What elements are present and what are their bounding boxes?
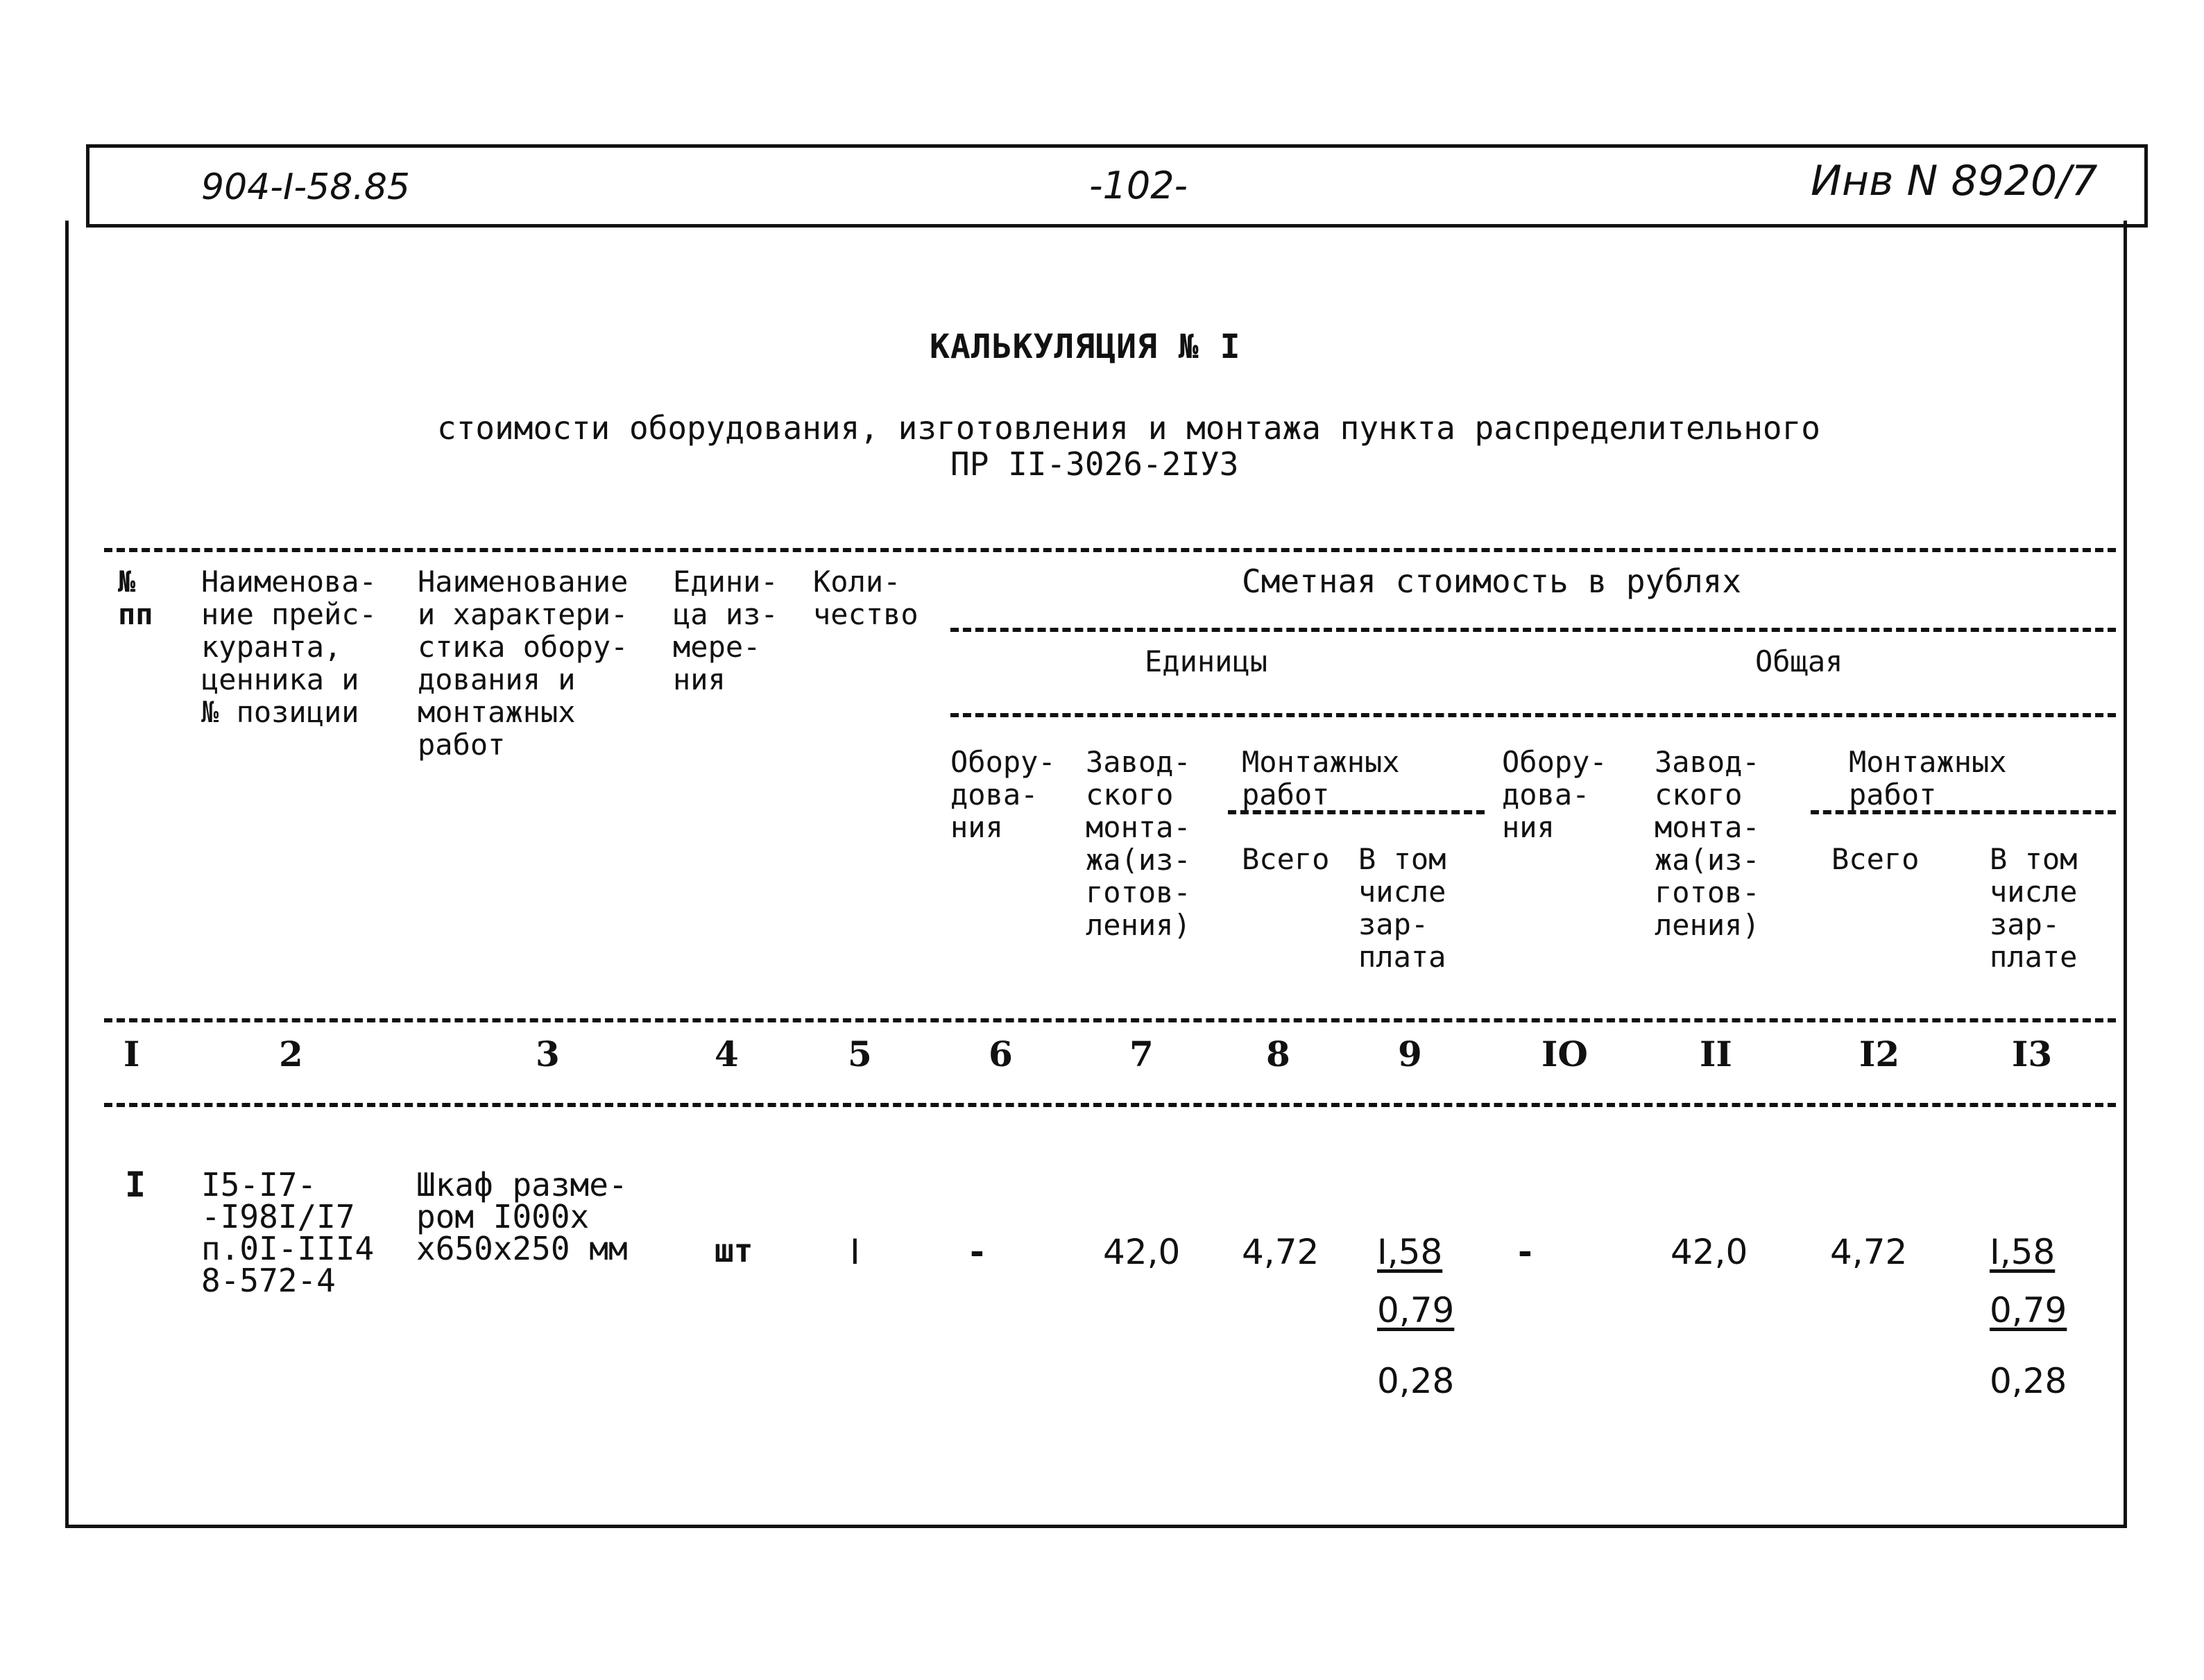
- row-description: Шкаф разме- ром I000х х650х250 мм: [416, 1166, 628, 1267]
- col-number: IO: [1541, 1034, 1588, 1074]
- col-number: 7: [1129, 1034, 1154, 1074]
- col-header-unit-install: Монтажных работ: [1242, 745, 1400, 812]
- col-number: II: [1700, 1034, 1732, 1074]
- subgroup-rule: [950, 713, 2116, 717]
- col-header-unit-equipment: Обору- дова- ния: [950, 745, 1056, 844]
- col-number: 6: [989, 1034, 1013, 1074]
- row-total-wage: 0,79: [1990, 1290, 2067, 1330]
- col-number: 8: [1266, 1034, 1290, 1074]
- col-header-description: Наименование и характери- стика обору- дования и монтажных работ: [418, 565, 629, 762]
- col-number: 4: [715, 1034, 739, 1074]
- col-header-estimate-group: Сметная стоимость в рублях: [1242, 563, 1742, 600]
- document-code: 904-I-58.85: [201, 166, 410, 208]
- col-header-total-equipment: Обору- дова- ния: [1502, 745, 1607, 844]
- col-header-total-factory: Завод- ского монта- жа(из- готов- ления): [1655, 745, 1760, 942]
- table-top-rule: [104, 548, 2116, 552]
- calculation-title: КАЛЬКУЛЯЦИЯ № I: [930, 327, 1241, 366]
- row-total-wage: 0,28: [1990, 1361, 2067, 1401]
- row-total-equipment: -: [1518, 1232, 1532, 1272]
- row-num: I: [125, 1165, 146, 1205]
- col-header-unit: Едини- ца из- мере- ния: [673, 565, 778, 696]
- row-qty: I: [850, 1232, 860, 1272]
- col-number: I2: [1859, 1034, 1900, 1074]
- col-header-unit-wage: В том числе зар- плата: [1358, 842, 1446, 974]
- row-unit-wage: 0,28: [1377, 1361, 1455, 1401]
- row-total-factory: 42,0: [1671, 1232, 1748, 1272]
- calculation-subtitle-code: ПР II-3026-2IУ3: [950, 445, 1239, 483]
- col-header-unit-factory: Завод- ского монта- жа(из- готов- ления): [1086, 745, 1191, 942]
- col-number: 5: [848, 1034, 872, 1074]
- header-bottom-rule: [104, 1018, 2116, 1022]
- calculation-subtitle: стоимости оборудования, изготовления и монтажа пункта распределительного: [437, 409, 1820, 447]
- col-number: 9: [1398, 1034, 1422, 1074]
- col-number: 3: [536, 1034, 560, 1074]
- numbers-bottom-rule: [104, 1103, 2116, 1107]
- col-header-qty: Коли- чество: [813, 565, 919, 631]
- col-header-total-install: Монтажных работ: [1849, 745, 2007, 812]
- row-unit-wage: 0,79: [1377, 1290, 1455, 1330]
- inventory-number: Инв N 8920/7: [1811, 157, 2098, 205]
- col-header-total-group: Общая: [1755, 644, 1843, 678]
- row-unit-wage: I,58: [1377, 1232, 1443, 1272]
- row-unit-equipment: -: [970, 1232, 984, 1272]
- row-total-install-all: 4,72: [1830, 1232, 1908, 1272]
- col-number: 2: [279, 1034, 303, 1074]
- col-header-total-install-all: Всего: [1831, 842, 1920, 876]
- col-header-unit-install-all: Всего: [1242, 842, 1330, 876]
- page-number: -102-: [1089, 164, 1188, 207]
- row-price-ref: I5-I7- -I98I/I7 п.0I-III4 8-572-4: [201, 1166, 375, 1299]
- col-header-num: № пп: [118, 565, 153, 631]
- row-unit-factory: 42,0: [1103, 1232, 1181, 1272]
- col-header-total-wage: В том числе зар- плате: [1990, 842, 2078, 974]
- row-unit: шт: [715, 1232, 753, 1269]
- row-total-wage: I,58: [1990, 1232, 2056, 1272]
- col-header-price-ref: Наименова- ние прейс- куранта, ценника и № позиции: [201, 565, 377, 729]
- group-rule: [950, 628, 2116, 632]
- col-number: I: [123, 1034, 140, 1074]
- col-header-unit-group: Единицы: [1145, 644, 1268, 678]
- col-number: I3: [2012, 1034, 2053, 1074]
- row-unit-install-all: 4,72: [1242, 1232, 1319, 1272]
